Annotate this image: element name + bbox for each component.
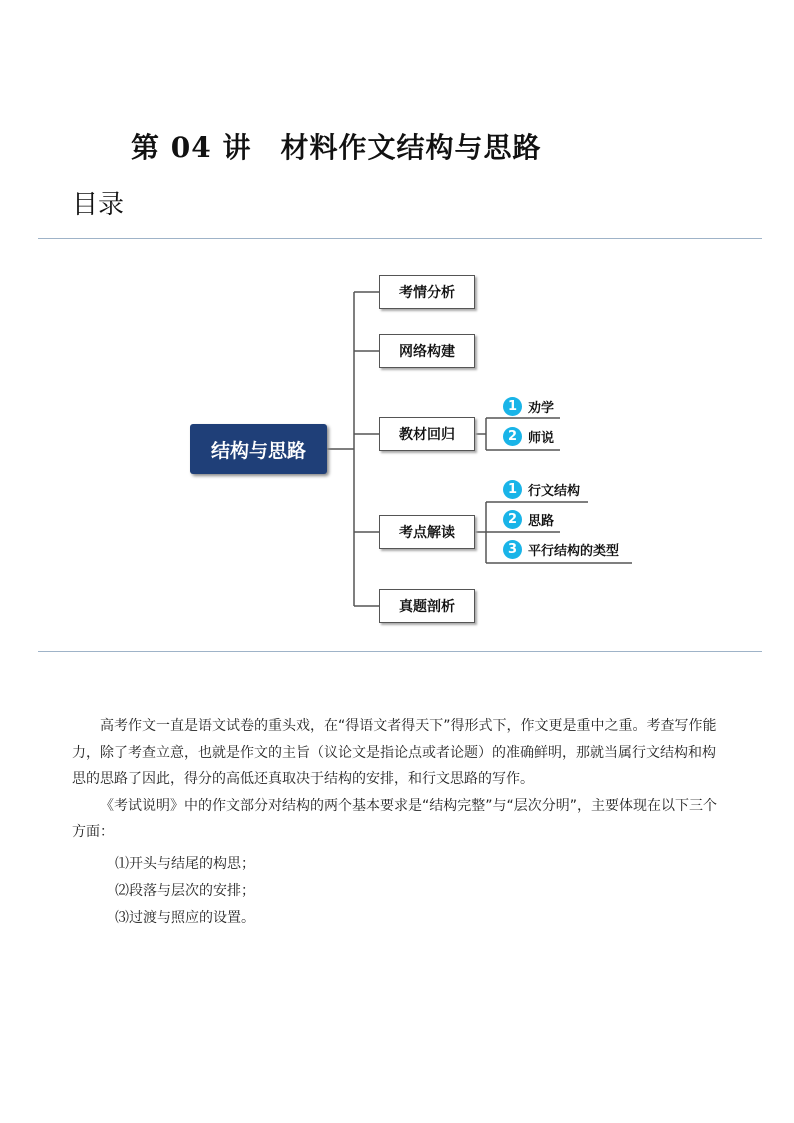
body-text (72, 713, 724, 846)
branch-wangluo: 网络构建 (379, 334, 475, 368)
branch-jiaocai: 教材回归 (379, 417, 475, 451)
divider-bottom (38, 651, 762, 652)
leaf-quanxue (503, 397, 554, 416)
leaf-label: 行文结构 (528, 484, 581, 499)
number-badge-icon: 2 (503, 427, 522, 446)
branch-zhenti: 真题剖析 (379, 589, 475, 623)
number-badge-icon: 2 (503, 510, 522, 529)
mindmap-root: 结构与思路 (190, 424, 327, 474)
leaf-label: 劝学 (528, 401, 555, 416)
list-item: ⑵段落与层次的安排； (115, 883, 255, 899)
leaf-label: 师说 (528, 431, 555, 446)
list-item: ⑴开头与结尾的构思； (115, 856, 255, 872)
list-item: ⑶过渡与照应的设置。 (115, 910, 255, 926)
leaf-label: 平行结构的类型 (528, 544, 620, 559)
leaf-pingxing (503, 540, 619, 559)
paragraph-requirements: 《考试说明》中的作文部分对结构的两个基本要求是“结构完整”与“层次分明”，主要体现在以下三个方面： (72, 797, 718, 840)
page-title: 第 04 讲 材料作文结构与思路 (131, 131, 542, 164)
number-badge-icon: 3 (503, 540, 522, 559)
branch-kaoqing: 考情分析 (379, 275, 475, 309)
leaf-silu (503, 510, 554, 529)
leaf-shishuo (503, 427, 554, 446)
number-badge-icon: 1 (503, 480, 522, 499)
leaf-xingwen (503, 480, 580, 499)
number-badge-icon: 1 (503, 397, 522, 416)
paragraph-intro: 高考作文一直是语文试卷的重头戏，在“得语文者得天下”得形式下，作文更是重中之重。考查写作能力，除了考查立意，也就是作文的主旨（议论文是指论点或者论题）的准确鲜明，那就当属行文结构和构思的思路了因此，得分的高低还真取决于结构的安排，和行文思路的写作。 (72, 718, 717, 787)
branch-kaodian: 考点解读 (379, 515, 475, 549)
toc-heading: 目录 (72, 190, 125, 220)
leaf-label: 思路 (528, 514, 555, 529)
